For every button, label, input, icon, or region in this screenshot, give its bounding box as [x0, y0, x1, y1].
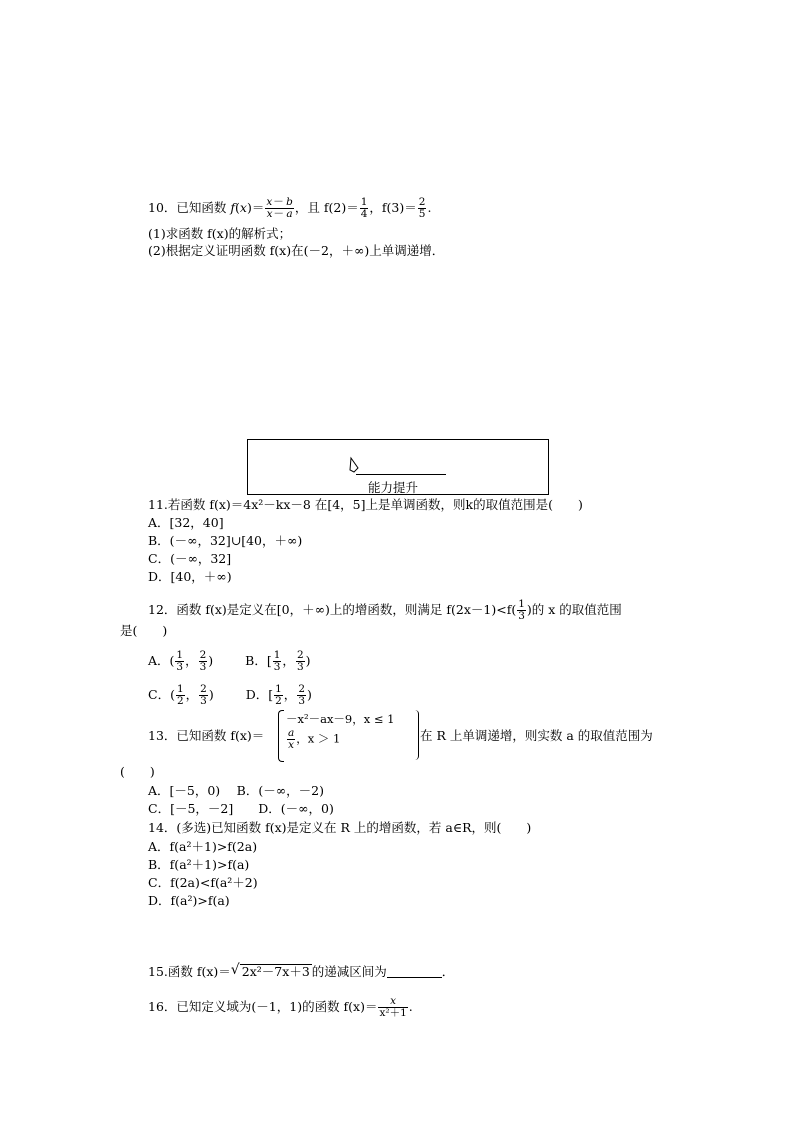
q12-d-n2: 2 — [298, 683, 305, 695]
q16-frac — [378, 996, 407, 1019]
section-underline — [356, 474, 446, 475]
q14-option-d: D．f(a²)>f(a) — [148, 893, 230, 908]
q12-stem-a: 12．函数 f(x)是定义在[0，＋∞)上的增函数，则满足 f(2x－1)<f( — [148, 602, 517, 617]
q13-case2-frac — [287, 728, 295, 751]
q13-paren: ( ) — [120, 764, 155, 779]
q12-options-ab — [148, 650, 311, 673]
q12-a-label: A．( — [148, 653, 175, 668]
q10-f2-fraction — [360, 197, 369, 220]
q12-c-label: C．( — [148, 687, 175, 702]
q16-stem-a: 16．已知定义域为(－1，1)的函数 f(x)＝ — [148, 999, 378, 1014]
q10-mid: ，且 — [294, 200, 324, 215]
q13-case1: －x²－ax－9，x ≤ 1 — [286, 712, 395, 726]
q15-stem — [148, 964, 454, 980]
q16-stem — [148, 996, 413, 1019]
q15-answer-blank — [387, 965, 442, 978]
q10-sub1: (1)求函数 f(x)的解析式； — [148, 226, 292, 241]
q13-case2-cond: ，x ＞ 1 — [296, 731, 341, 746]
q10-f: f — [230, 200, 236, 215]
q10-f3-den: 5 — [418, 208, 426, 220]
q12-b-sep: ， — [282, 653, 295, 668]
q12-c-f2 — [199, 684, 208, 707]
q10-stem-text: 10．已知函数 — [148, 200, 231, 215]
q14-stem: 14．(多选)已知函数 f(x)是定义在 R 上的增函数，若 a∈R，则( ) — [148, 820, 532, 835]
q12-c-sep: ， — [185, 687, 199, 702]
q10-x: x — [239, 200, 247, 215]
q10-po: ( — [235, 200, 240, 215]
q13-case2-den: x — [288, 739, 295, 751]
q12-b-f1 — [273, 650, 282, 673]
q10-fraction — [265, 197, 293, 220]
section-header-box — [247, 439, 549, 495]
q10-sub2: (2)根据定义证明函数 f(x)在(－2，＋∞)上单调递增． — [148, 243, 445, 258]
q12-b-n1: 1 — [273, 649, 281, 661]
q15-stem-b: 的递减区间为 — [311, 964, 387, 979]
q12-stem — [148, 599, 622, 622]
q11-option-b: B．(－∞，32]∪[40，＋∞) — [148, 533, 303, 548]
q12-d-d2: 3 — [298, 695, 305, 707]
q10-f2: f(2)＝ — [323, 200, 359, 215]
q12-c-close: ) — [208, 687, 214, 702]
q12-frac-num: 1 — [518, 598, 525, 610]
q11-stem: 11.若函数 f(x)＝4x²－kx－8 在[4，5]上是单调函数，则k的取值范围是( ) — [148, 497, 583, 512]
q12-a-n1: 1 — [176, 649, 184, 661]
q13-case2 — [286, 728, 340, 751]
q11-option-c: C．(－∞，32] — [148, 551, 232, 566]
q10-f2-num: 1 — [360, 196, 368, 208]
q11-option-a: A．[32，40] — [148, 515, 224, 530]
q13-case2-num: a — [288, 727, 295, 739]
q12-c-n1: 1 — [176, 683, 184, 695]
q12-d-f1 — [274, 684, 283, 707]
q10-f3-fraction — [418, 197, 427, 220]
q13-options-ab: A．[－5，0) B．(－∞，－2) — [148, 783, 324, 798]
q12-frac — [517, 599, 526, 622]
q12-stem-b: )的 x 的取值范围 — [526, 602, 622, 617]
q12-c-d1: 2 — [176, 695, 184, 707]
q12-a-close: ) — [208, 653, 214, 668]
q10-stem — [148, 197, 431, 220]
q10-denominator: x－ a — [266, 208, 293, 220]
q12-d-f2 — [297, 684, 306, 707]
q10-end: . — [427, 200, 432, 215]
q12-b-label: B．[ — [245, 653, 272, 668]
q14-option-a: A．f(a²＋1)>f(2a) — [148, 839, 258, 854]
q10-numerator: x－ b — [266, 196, 293, 208]
q13-options-cd: C．[－5，－2] D．(－∞，0) — [148, 801, 334, 816]
q13-stem-b: 在 R 上单调递增，则实数 a 的取值范围为 — [420, 728, 653, 743]
q13-brace-left — [278, 710, 284, 762]
q16-end: . — [408, 999, 413, 1014]
q12-b-n2: 2 — [296, 649, 304, 661]
q12-c-d2: 3 — [200, 695, 207, 707]
q12-d-close: ) — [307, 687, 312, 702]
q10-eq: ＝ — [251, 200, 265, 215]
q12-b-f2 — [296, 650, 305, 673]
q12-b-d1: 3 — [273, 661, 281, 673]
q12-a-n2: 2 — [199, 649, 207, 661]
q12-a-d2: 3 — [199, 661, 207, 673]
q12-d-n1: 1 — [275, 683, 282, 695]
q12-c-f1 — [176, 684, 185, 707]
sqrt-icon: √ — [230, 962, 240, 978]
q16-den: x²＋1 — [379, 1007, 407, 1019]
q12-b-close: ) — [305, 653, 311, 668]
q12-b-d2: 3 — [296, 661, 304, 673]
q12-d-label: D．[ — [245, 687, 274, 702]
q12-d-d1: 2 — [275, 695, 282, 707]
q11-option-d: D．[40，＋∞) — [148, 569, 232, 584]
q12-a-sep: ， — [185, 653, 198, 668]
q15-stem-a: 15.函数 f(x)＝ — [148, 964, 231, 979]
q13-stem-a: 13．已知函数 f(x)＝ — [148, 728, 265, 743]
q10-f3-num: 2 — [418, 196, 426, 208]
q12-options-cd — [148, 684, 312, 707]
q10-pc: ) — [246, 200, 252, 215]
q15-radicand: 2x²－7x＋3 — [241, 964, 310, 979]
q13-brace-right — [413, 710, 419, 760]
q12-a-d1: 3 — [176, 661, 184, 673]
q12-a-f1 — [175, 650, 184, 673]
q10-comma: ， — [369, 200, 382, 215]
q15-sqrt — [231, 964, 312, 980]
q16-num: x — [378, 996, 407, 1008]
q15-end: ． — [441, 964, 455, 979]
q12-a-f2 — [199, 650, 208, 673]
q12-stem-c: 是( ) — [120, 623, 168, 638]
q12-d-sep: ， — [283, 687, 297, 702]
q12-frac-den: 3 — [518, 610, 525, 622]
q10-f2-den: 4 — [360, 208, 368, 220]
section-title: 能力提升 — [368, 480, 419, 495]
q14-option-c: C．f(2a)<f(a²＋2) — [148, 875, 258, 890]
q14-option-b: B．f(a²＋1)>f(a) — [148, 857, 250, 872]
q10-f3: f(3)＝ — [381, 200, 417, 215]
q12-c-n2: 2 — [200, 683, 207, 695]
